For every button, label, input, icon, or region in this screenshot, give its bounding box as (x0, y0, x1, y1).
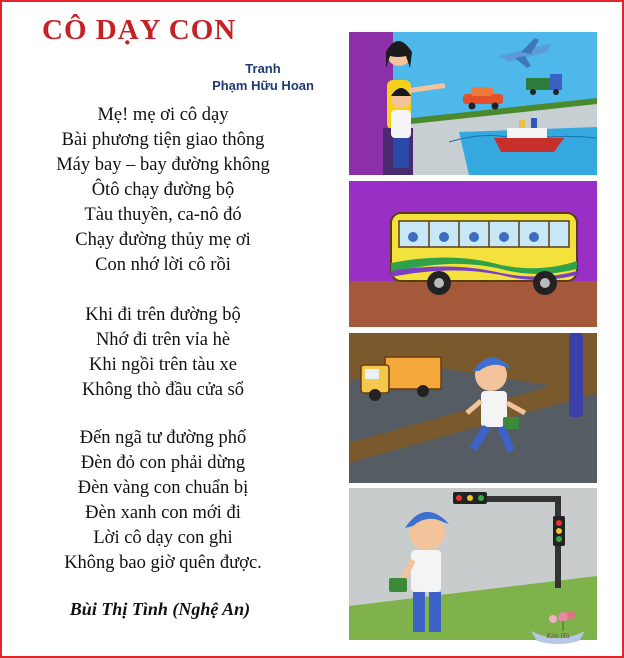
poem-title: CÔ DẠY CON (42, 14, 237, 46)
poem-line: Con nhớ lời cô rồi (95, 255, 231, 275)
poem-line: Đến ngã tư đường phố (79, 428, 247, 448)
stanza-gap (8, 403, 318, 426)
stanza-gap (8, 278, 318, 303)
poem-line: Tàu thuyền, ca-nô đó (84, 205, 242, 225)
svg-text:Kim Hà: Kim Hà (546, 633, 570, 640)
illustration-bus (349, 181, 597, 327)
poem-line: Lời cô dạy con ghi (93, 528, 233, 548)
poem-line: Không thò đầu cửa sổ (81, 380, 245, 400)
credit-artist: Phạm Hữu Hoan (212, 78, 314, 93)
poem-author: Bùi Thị Tình (Nghệ An) (69, 599, 251, 619)
poem-line: Ôtô chạy đường bộ (91, 180, 235, 200)
stanza-2 (8, 303, 318, 403)
poem-line: Chạy đường thủy mẹ ơi (75, 230, 251, 250)
poem-line: Khi ngồi trên tàu xe (89, 355, 237, 375)
illustration-walking (349, 333, 597, 483)
artist-logo (523, 605, 593, 645)
credit-label: Tranh (245, 61, 281, 76)
poem-line: Không bao giờ quên được. (64, 553, 262, 573)
child-figure (391, 88, 411, 168)
illustration-transport-types (349, 32, 597, 175)
poem-line: Mẹ! mẹ ơi cô dạy (97, 105, 229, 125)
poem-line: Đèn xanh con mới đi (85, 503, 241, 523)
poem-line: Đèn đỏ con phải dừng (80, 453, 246, 473)
poem-line: Bài phương tiện giao thông (61, 130, 265, 150)
poem-line: Khi đi trên đường bộ (85, 305, 241, 325)
stanza-3 (8, 426, 318, 576)
poem-line: Máy bay – bay đường không (56, 155, 270, 175)
illustration-credit (198, 60, 328, 94)
poem-line: Nhớ đi trên vỉa hè (95, 330, 231, 350)
poem-body (8, 103, 318, 576)
poem-line: Đèn vàng con chuẩn bị (77, 478, 249, 498)
stanza-1 (8, 103, 318, 278)
